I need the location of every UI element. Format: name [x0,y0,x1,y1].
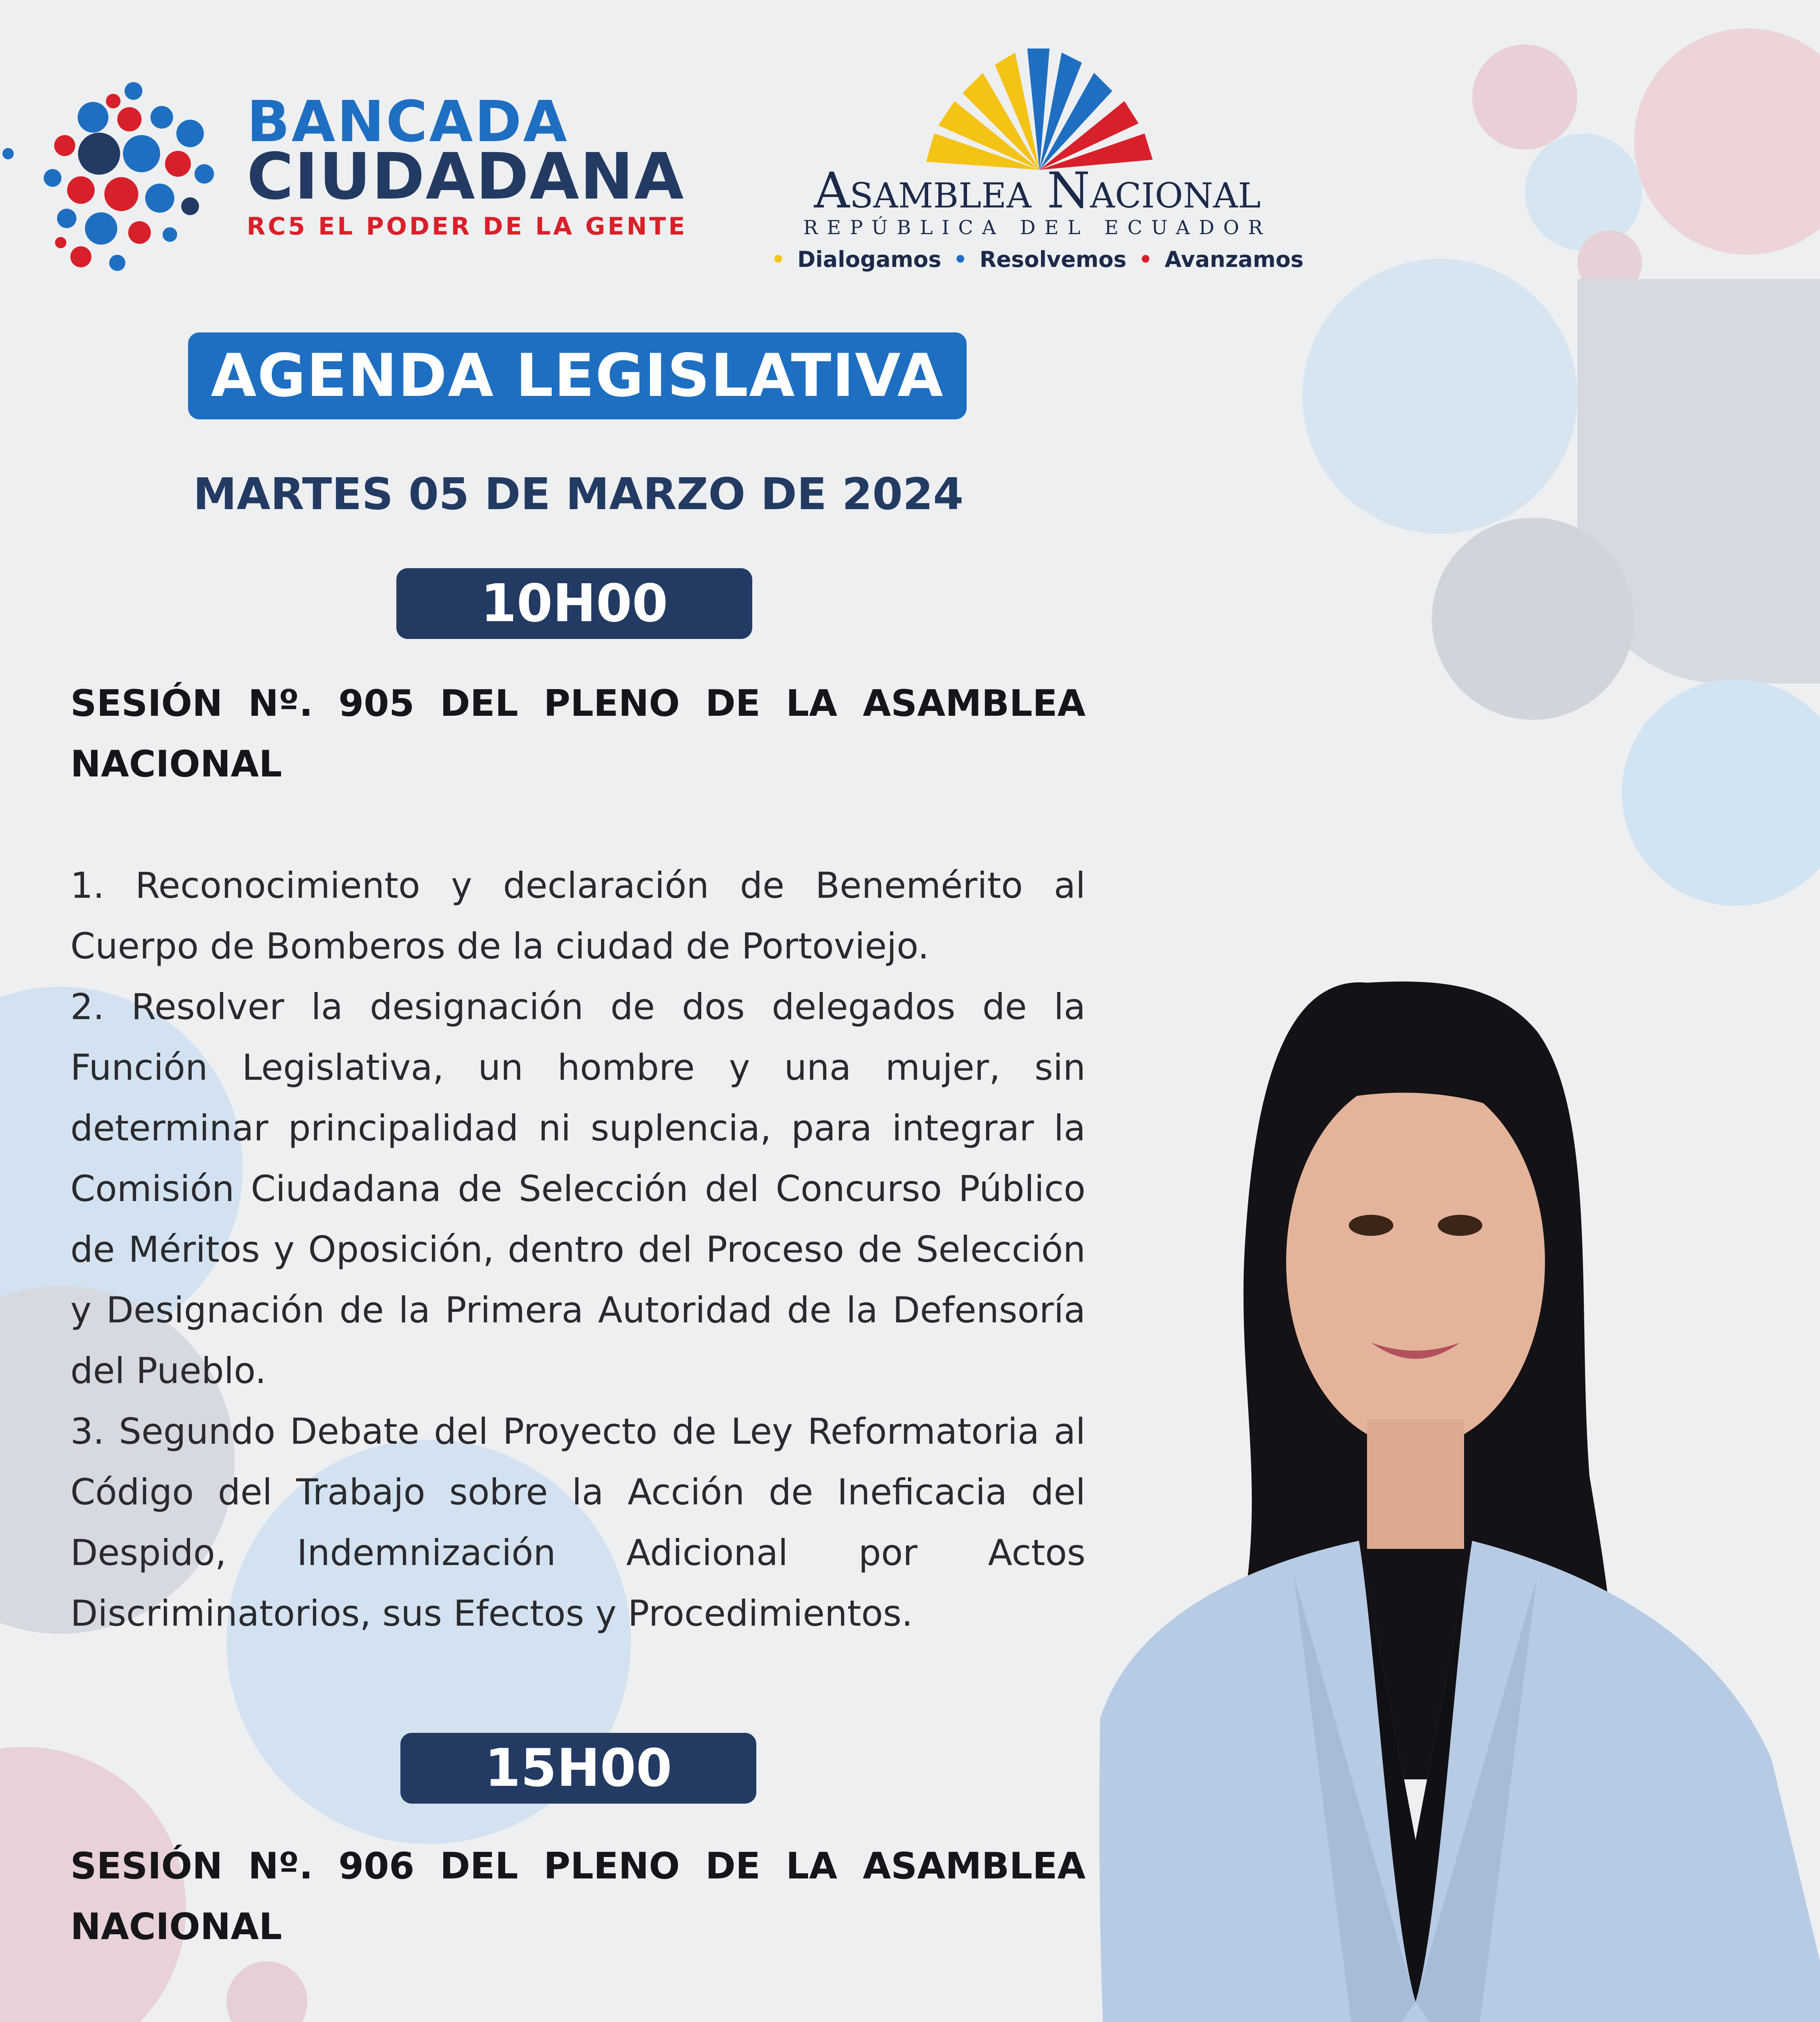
page-title: AGENDA LEGISLATIVA [188,332,967,419]
asamblea-nacional-logo [760,40,1314,283]
session-title: SESIÓN Nº. 905 DEL PLENO DE LA ASAMBLEA NACIONAL [70,682,1086,785]
session-title: SESIÓN Nº. 906 DEL PLENO DE LA ASAMBLEA NACIONAL [70,1845,1086,1948]
deco-bubble [1525,133,1642,251]
deco-bubble [1472,44,1577,150]
deco-bubble [1302,259,1577,534]
deco-bubble [226,1961,307,2022]
agenda-item [70,2018,1086,2022]
motto-word: Dialogamos [797,247,942,272]
bancada-line1: BANCADA [247,89,569,155]
agenda-item: 3. Segundo Debate del Proyecto de Ley Reformatoria al Código del Trabajo sobre la Acción de Ineficacia del Despido, Indemnización Adicional por Actos Discriminatorios, sus Efectos y Procedimientos. [70,1411,1086,1634]
motto-dot: • [953,247,967,272]
motto-word: Resolvemos [979,247,1127,272]
agenda-item: 1. Reconocimiento y declaración de Benemérito al Cuerpo de Bomberos de la ciudad de Portoviejo. [70,865,1086,967]
asamblea-subtitle: REPÚBLICA DEL ECUADOR [803,216,1272,239]
bancada-ciudadana-logo [0,73,688,283]
bancada-tagline: RC5 EL PODER DE LA GENTE [247,212,688,241]
agenda-item: 2. Resolver la designación de dos delegados de la Función Legislativa, un hombre y una mujer, sin determinar principalidad ni suplencia, para integrar la Comisión Ciudadana de Selección del Concurso Público de Méritos y Oposición, dentro del Proceso de Selección y Designación de la Primera Autoridad de la Defensoría del Pueblo. [70,986,1086,1392]
session-items [70,855,1086,1644]
deco-bubble [1622,679,1820,906]
sunburst-icon [910,40,1169,174]
portrait-photo [1052,910,1820,2022]
deco-bubble [1634,28,1820,255]
session-time-badge: 15H00 [400,1733,756,1804]
asamblea-title: Asamblea Nacional [814,162,1261,219]
asamblea-motto [760,247,1314,272]
session-time-badge: 10H00 [396,568,752,639]
motto-dot: • [771,247,785,272]
agenda-date: MARTES 05 DE MARZO DE 2024 [193,469,964,520]
dot-cluster-icon [0,73,243,283]
session-items [70,2018,1086,2022]
deco-bubble [1432,518,1634,720]
bancada-line2: CIUDADANA [247,140,685,214]
motto-word: Avanzamos [1164,247,1304,272]
motto-dot: • [1139,247,1153,272]
